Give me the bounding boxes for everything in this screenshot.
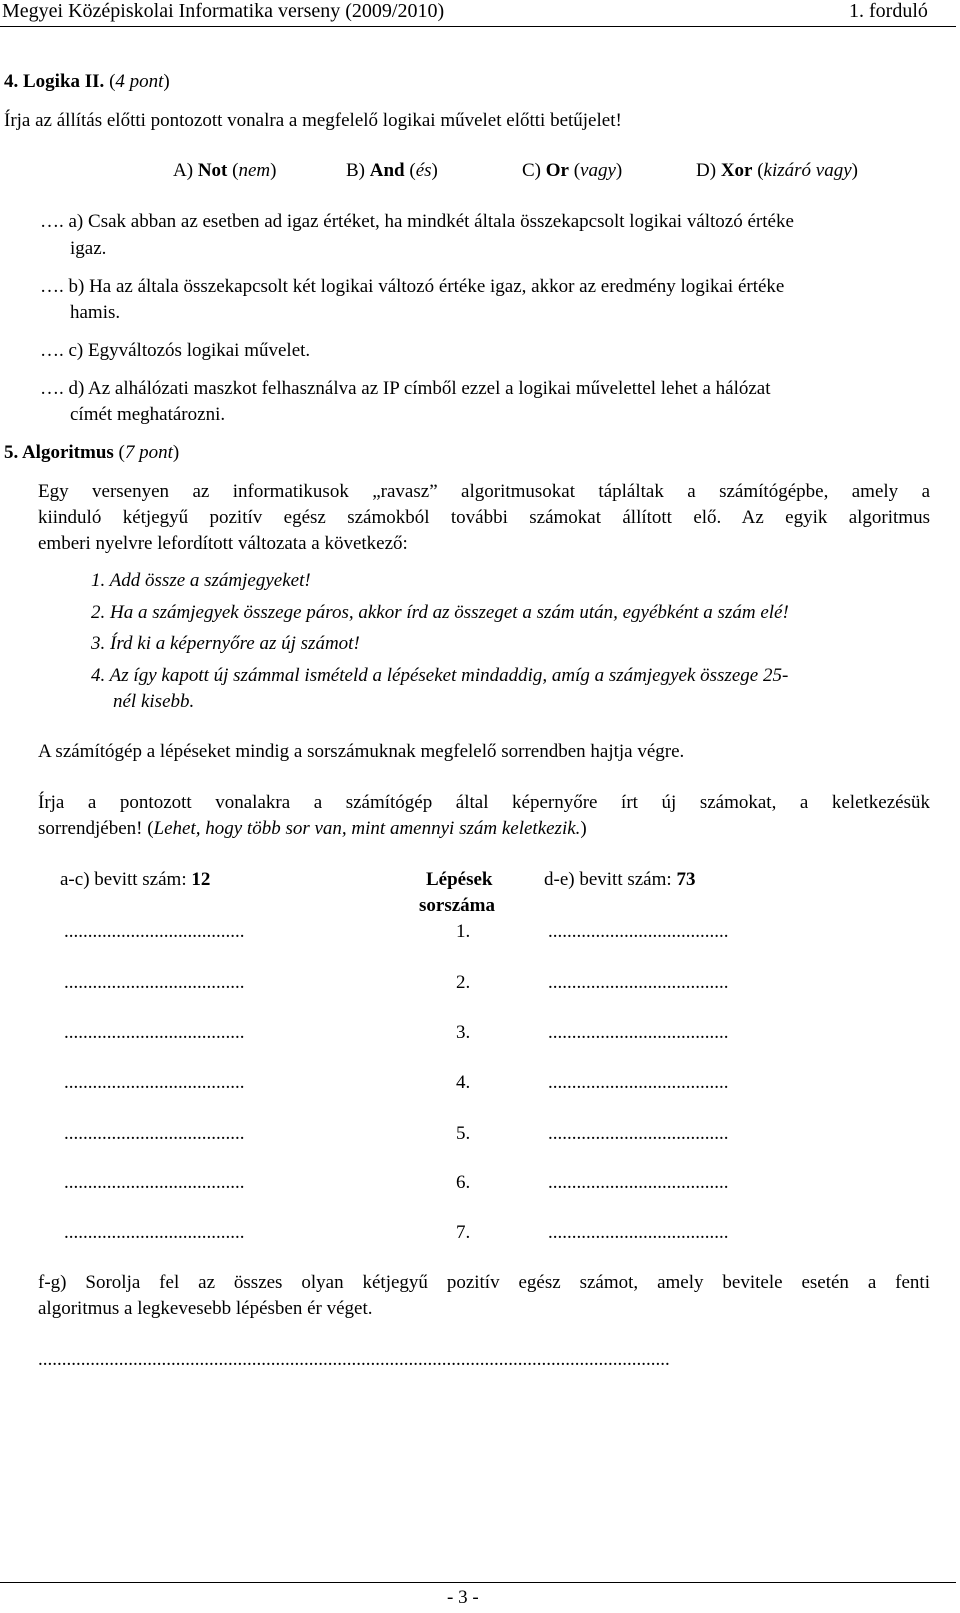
task5-points: 7 pont — [124, 442, 173, 463]
footer-divider — [0, 1582, 956, 1583]
row-4-left[interactable]: ...................................... — [64, 1072, 245, 1093]
task5-intro-line2: kiinduló kétjegyű pozitív egész számokból további számokat állított elő. Az egyik algoritmus — [38, 507, 930, 528]
item-b: …. b) Ha az általa összekapcsolt két logikai változó értéke igaz, akkor az eredmény logikai értéke — [40, 276, 785, 297]
task4-instruction: Írja az állítás előtti pontozott vonalra a megfelelő logikai művelet előtti betűjelet! — [4, 110, 622, 131]
task5-title: 5. Algoritmus (7 pont) — [4, 442, 180, 463]
option-b: B) And (és) — [346, 160, 438, 181]
option-d: D) Xor (kizáró vagy) — [696, 160, 858, 181]
row-7-step: 7. — [456, 1222, 471, 1243]
fg-line2: algoritmus a legkevesebb lépésben ér véget. — [38, 1298, 373, 1319]
item-d-blank[interactable]: …. — [40, 378, 64, 399]
task5-intro-line1: Egy versenyen az informatikusok „ravasz” algoritmusokat tápláltak a számítógépbe, amely a — [38, 481, 930, 502]
step-4-line2: nél kisebb. — [113, 691, 195, 712]
row-6-right[interactable]: ...................................... — [548, 1172, 729, 1193]
item-a: …. a) Csak abban az esetben ad igaz értéket, ha mindkét általa összekapcsolt logikai változó értéke — [40, 211, 794, 232]
page-number: - 3 - — [447, 1587, 479, 1608]
row-7-right[interactable]: ...................................... — [548, 1222, 729, 1243]
row-5-right[interactable]: ...................................... — [548, 1123, 729, 1144]
row-4-right[interactable]: ...................................... — [548, 1072, 729, 1093]
step-3: 3. Írd ki a képernyőre az új számot! — [91, 633, 360, 654]
item-c-blank[interactable]: …. — [40, 340, 64, 361]
row-2-right[interactable]: ...................................... — [548, 972, 729, 993]
item-d-line2: címét meghatározni. — [70, 404, 226, 425]
header-round: 1. forduló — [849, 0, 928, 22]
item-b-blank[interactable]: …. — [40, 276, 64, 297]
write-instruction-line2: sorrendjében! (Lehet, hogy több sor van, mint amennyi szám keletkezik.) — [38, 818, 587, 839]
row-6-left[interactable]: ...................................... — [64, 1172, 245, 1193]
fg-answer[interactable]: ..................................................................................................................................... — [38, 1349, 670, 1370]
row-3-right[interactable]: ...................................... — [548, 1022, 729, 1043]
mid-header-line1: Lépések — [426, 869, 493, 890]
right-header: d-e) bevitt szám: 73 — [544, 869, 696, 890]
row-5-left[interactable]: ...................................... — [64, 1123, 245, 1144]
row-1-left[interactable]: ...................................... — [64, 921, 245, 942]
row-3-left[interactable]: ...................................... — [64, 1022, 245, 1043]
write-instruction-line1: Írja a pontozott vonalakra a számítógép által képernyőre írt új számokat, a keletkezésük — [38, 792, 930, 813]
task4-number: 4. Logika II. — [4, 71, 105, 92]
row-2-left[interactable]: ...................................... — [64, 972, 245, 993]
order-note: A számítógép a lépéseket mindig a sorszámuknak megfelelő sorrendben hajtja végre. — [38, 741, 685, 762]
item-a-line2: igaz. — [70, 238, 107, 259]
item-b-line2: hamis. — [70, 302, 121, 323]
row-1-right[interactable]: ...................................... — [548, 921, 729, 942]
step-4: 4. Az így kapott új számmal ismételd a lépéseket mindaddig, amíg a számjegyek összege 25- — [91, 665, 789, 686]
row-2-step: 2. — [456, 972, 471, 993]
row-6-step: 6. — [456, 1172, 471, 1193]
task4-points: 4 pont — [115, 71, 164, 92]
task5-number: 5. Algoritmus — [4, 442, 114, 463]
item-c: …. c) Egyváltozós logikai művelet. — [40, 340, 311, 361]
row-7-left[interactable]: ...................................... — [64, 1222, 245, 1243]
task5-intro-line3: emberi nyelvre lefordított változata a következő: — [38, 533, 408, 554]
step-2: 2. Ha a számjegyek összege páros, akkor írd az összeget a szám után, egyébként a szám elé! — [91, 602, 789, 623]
item-a-blank[interactable]: …. — [40, 211, 64, 232]
header-divider — [0, 26, 956, 27]
option-c: C) Or (vagy) — [522, 160, 623, 181]
task4-title: 4. Logika II. (4 pont) — [4, 71, 170, 92]
left-header: a-c) bevitt szám: 12 — [60, 869, 211, 890]
fg-line1: f-g) Sorolja fel az összes olyan kétjegyű pozitív egész számot, amely bevitele esetén a fenti — [38, 1272, 930, 1293]
header-title: Megyei Középiskolai Informatika verseny (2009/2010) — [2, 0, 445, 22]
item-d: …. d) Az alhálózati maszkot felhasználva az IP címből ezzel a logikai művelettel lehet a hálózat — [40, 378, 771, 399]
step-1: 1. Add össze a számjegyeket! — [91, 570, 311, 591]
row-1-step: 1. — [456, 921, 471, 942]
option-a: A) Not (nem) — [173, 160, 277, 181]
row-3-step: 3. — [456, 1022, 471, 1043]
mid-header-line2: sorszáma — [419, 895, 495, 916]
row-5-step: 5. — [456, 1123, 471, 1144]
row-4-step: 4. — [456, 1072, 471, 1093]
